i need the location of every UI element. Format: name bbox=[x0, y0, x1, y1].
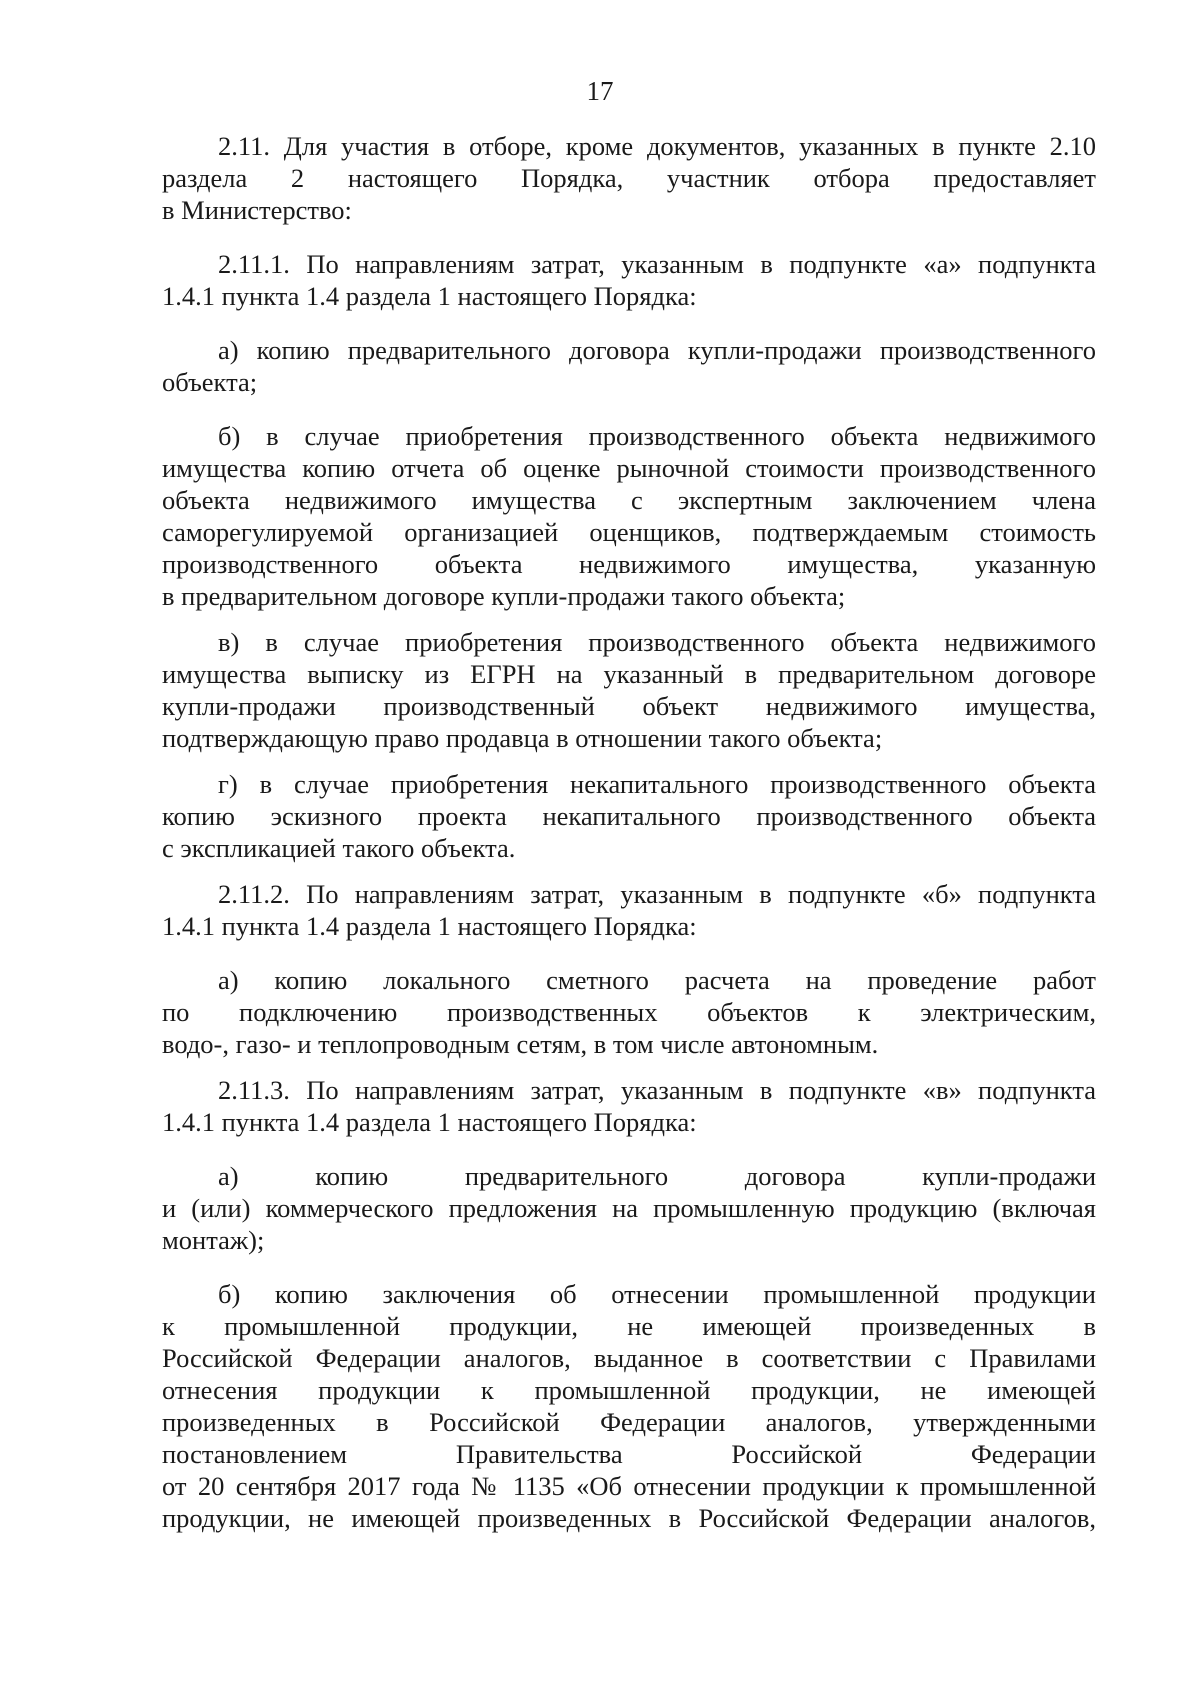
text-line: Российской Федерации аналогов, выданное в соответствии с Правилами bbox=[162, 1343, 1096, 1373]
text-line: водо-, газо- и теплопроводным сетям, в том числе автономным. bbox=[162, 1029, 879, 1059]
text-line: в Министерство: bbox=[162, 195, 352, 225]
text-line: 2.11.1. По направлениям затрат, указанным в подпункте «а» подпункта bbox=[218, 249, 1096, 279]
page-number: 17 bbox=[586, 76, 614, 106]
paragraph-2-11-3-a bbox=[162, 1160, 1096, 1256]
text-line: купли-продажи производственный объект недвижимого имущества, bbox=[162, 691, 1096, 721]
text-line: подтверждающую право продавца в отношении такого объекта; bbox=[162, 723, 883, 753]
text-line: постановлением Правительства Российской Федерации bbox=[162, 1439, 1096, 1469]
text-line: имущества выписку из ЕГРН на указанный в предварительном договоре bbox=[162, 659, 1096, 689]
text-line: б) в случае приобретения производственного объекта недвижимого bbox=[218, 421, 1096, 451]
text-line: отнесения продукции к промышленной продукции, не имеющей bbox=[162, 1375, 1096, 1405]
text-line: б) копию заключения об отнесении промышленной продукции bbox=[218, 1279, 1096, 1309]
text-line: саморегулируемой организацией оценщиков, подтверждаемым стоимость bbox=[162, 517, 1096, 547]
text-line: 1.4.1 пункта 1.4 раздела 1 настоящего Порядка: bbox=[162, 281, 697, 311]
text-line: продукции, не имеющей произведенных в Российской Федерации аналогов, bbox=[162, 1503, 1096, 1533]
document-body bbox=[162, 130, 1096, 1534]
paragraph-2-11-2 bbox=[162, 878, 1096, 942]
text-line: имущества копию отчета об оценке рыночной стоимости производственного bbox=[162, 453, 1096, 483]
text-line: 1.4.1 пункта 1.4 раздела 1 настоящего Порядка: bbox=[162, 911, 697, 941]
text-line: 2.11.2. По направлениям затрат, указанным в подпункте «б» подпункта bbox=[218, 879, 1096, 909]
text-line: г) в случае приобретения некапитального производственного объекта bbox=[218, 769, 1096, 799]
text-line: с экспликацией такого объекта. bbox=[162, 833, 516, 863]
text-line: а) копию локального сметного расчета на проведение работ bbox=[218, 965, 1096, 995]
paragraph-2-11-1-g bbox=[162, 768, 1096, 864]
text-line: произведенных в Российской Федерации аналогов, утвержденными bbox=[162, 1407, 1096, 1437]
paragraph-2-11-1-a bbox=[162, 334, 1096, 398]
text-line: и (или) коммерческого предложения на промышленную продукцию (включая bbox=[162, 1193, 1096, 1223]
paragraph-2-11-1 bbox=[162, 248, 1096, 312]
paragraph-2-11 bbox=[162, 130, 1096, 226]
text-line: 2.11.3. По направлениям затрат, указанным в подпункте «в» подпункта bbox=[218, 1075, 1096, 1105]
text-line: производственного объекта недвижимого имущества, указанную bbox=[162, 549, 1096, 579]
text-line: монтаж); bbox=[162, 1225, 265, 1255]
paragraph-2-11-1-b bbox=[162, 420, 1096, 612]
text-line: 2.11. Для участия в отборе, кроме документов, указанных в пункте 2.10 bbox=[218, 131, 1096, 161]
text-line: раздела 2 настоящего Порядка, участник отбора предоставляет bbox=[162, 163, 1096, 193]
text-line: по подключению производственных объектов к электрическим, bbox=[162, 997, 1096, 1027]
text-line: объекта недвижимого имущества с экспертным заключением члена bbox=[162, 485, 1096, 515]
text-line: объекта; bbox=[162, 367, 258, 397]
text-line: от 20 сентября 2017 года № 1135 «Об отнесении продукции к промышленной bbox=[162, 1471, 1096, 1501]
text-line: копию эскизного проекта некапитального производственного объекта bbox=[162, 801, 1096, 831]
text-line: 1.4.1 пункта 1.4 раздела 1 настоящего Порядка: bbox=[162, 1107, 697, 1137]
text-line: к промышленной продукции, не имеющей произведенных в bbox=[162, 1311, 1096, 1341]
paragraph-2-11-3 bbox=[162, 1074, 1096, 1138]
paragraph-2-11-3-b bbox=[162, 1278, 1096, 1534]
text-line: в предварительном договоре купли-продажи такого объекта; bbox=[162, 581, 846, 611]
text-line: а) копию предварительного договора купли-продажи bbox=[218, 1161, 1096, 1191]
text-line: в) в случае приобретения производственного объекта недвижимого bbox=[218, 627, 1096, 657]
paragraph-2-11-1-v bbox=[162, 626, 1096, 754]
paragraph-2-11-2-a bbox=[162, 964, 1096, 1060]
text-line: а) копию предварительного договора купли-продажи производственного bbox=[218, 335, 1096, 365]
